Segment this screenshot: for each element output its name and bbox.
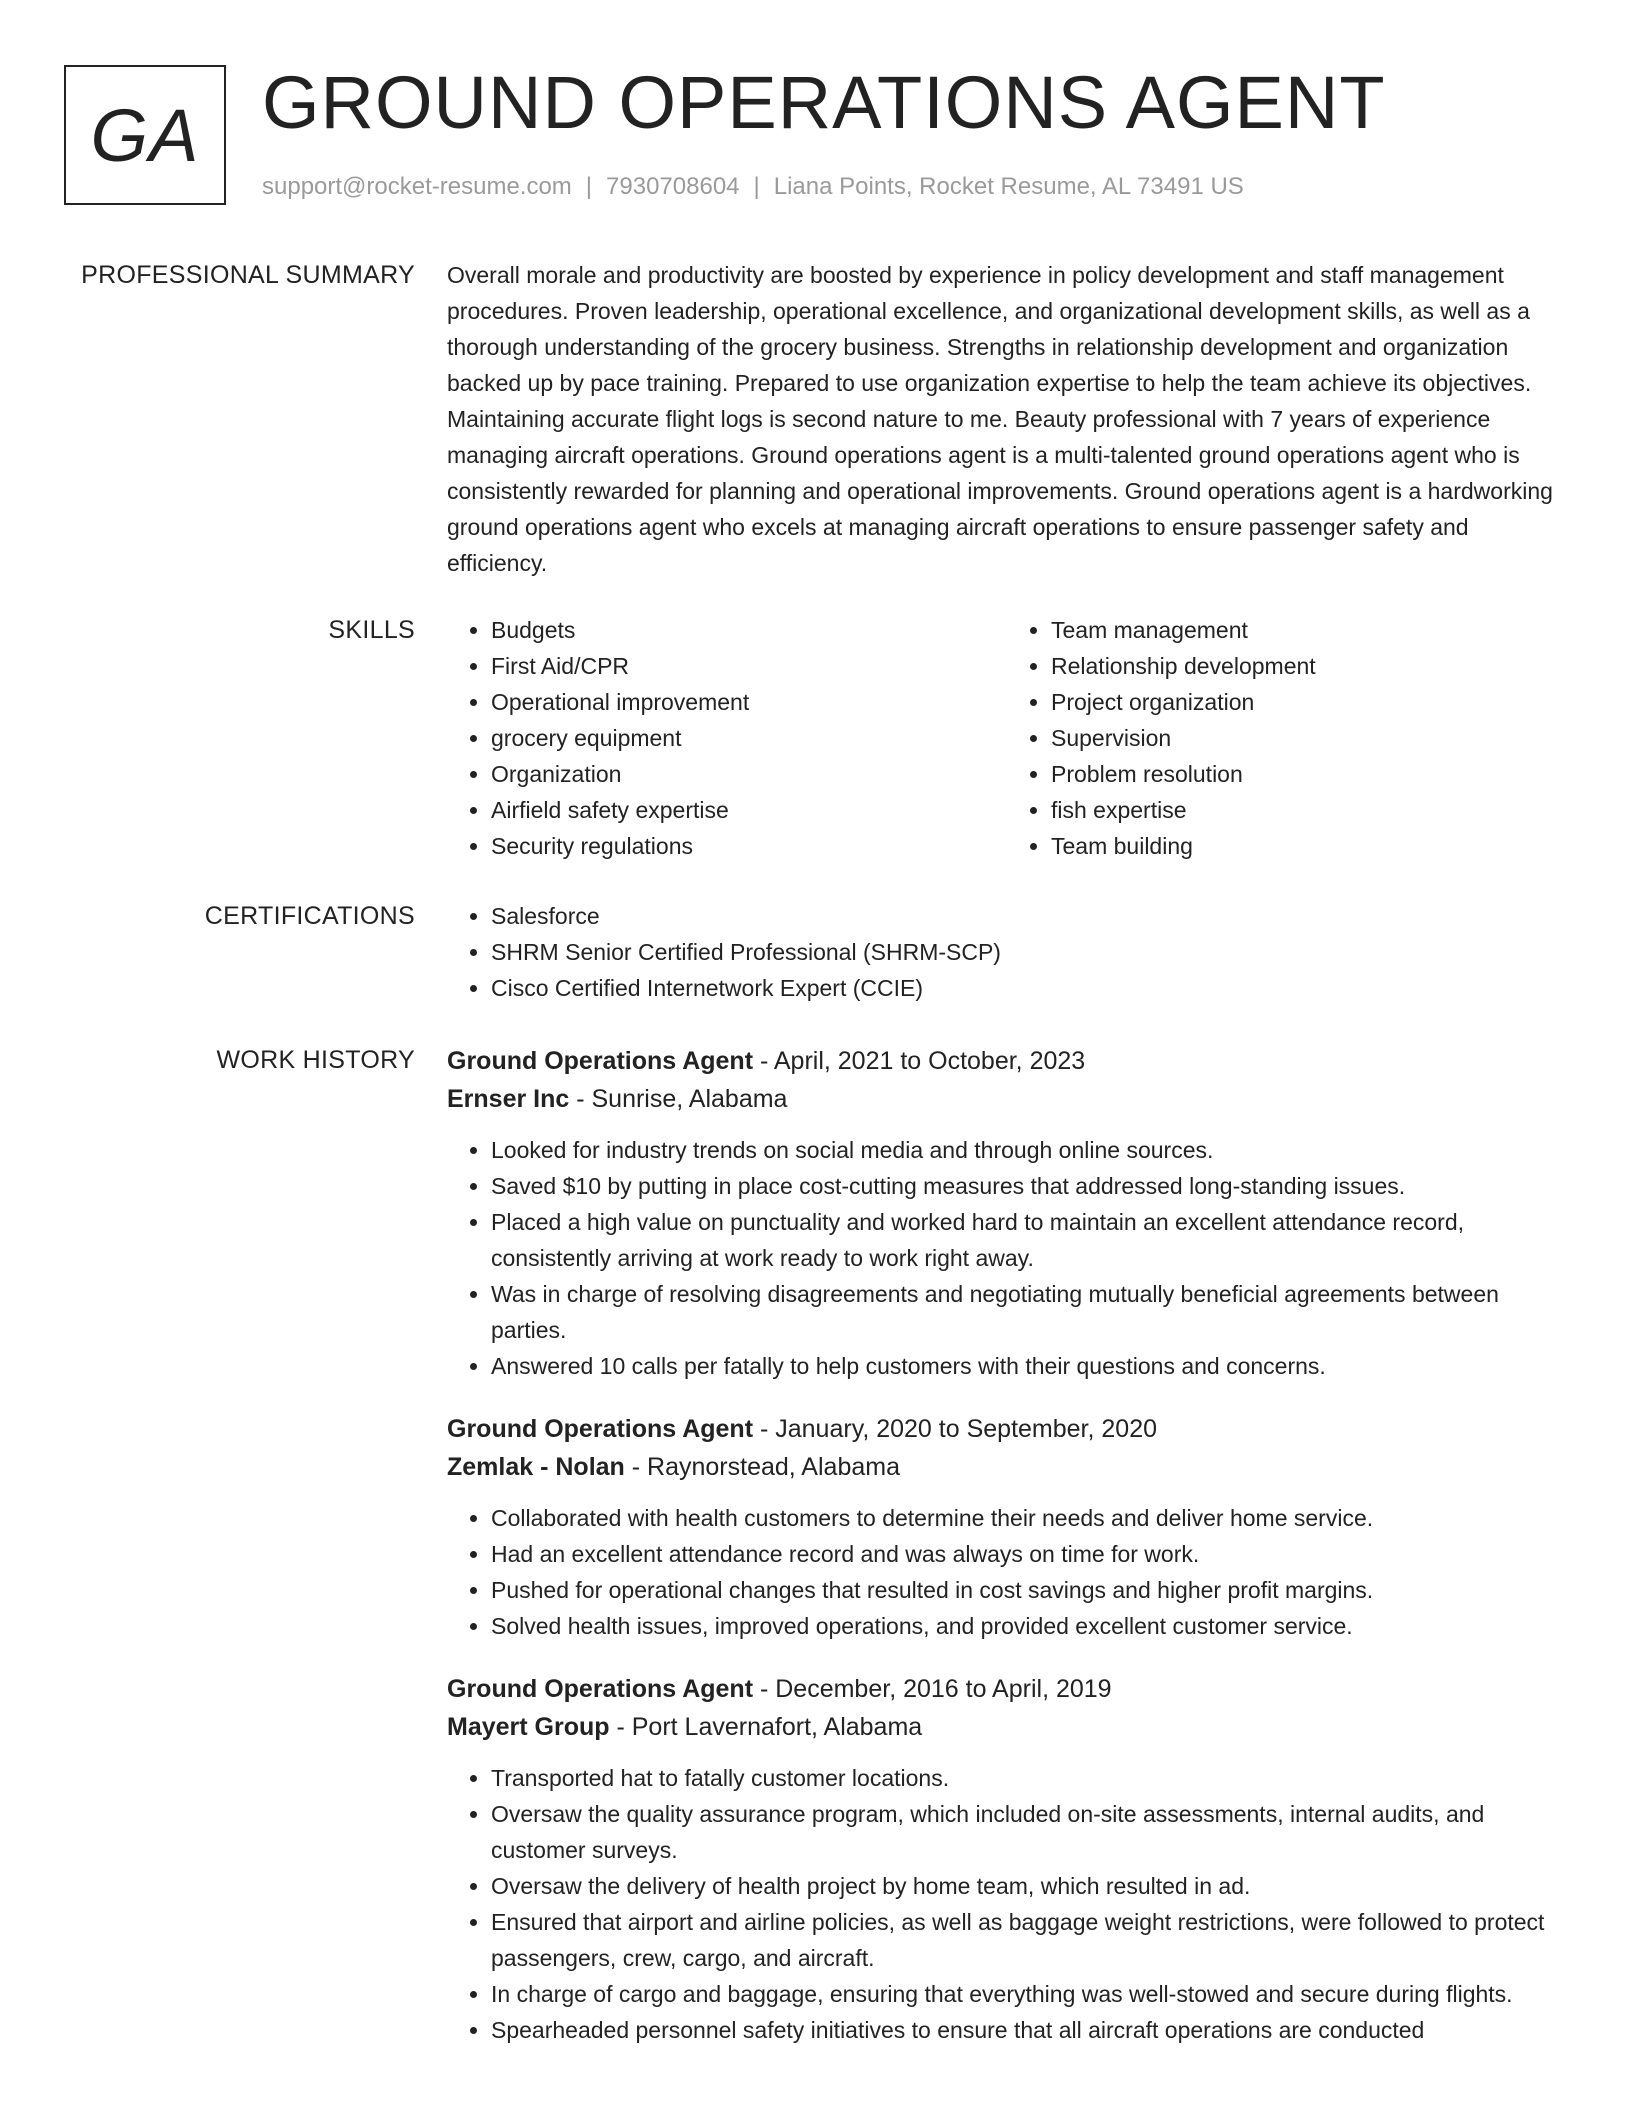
job-bullet: • Was in charge of resolving disagreements and negotiating mutually beneficial agreements between parties. bbox=[491, 1276, 1567, 1348]
skill-item: • Supervision bbox=[1051, 720, 1567, 756]
skill-item: • Relationship development bbox=[1051, 648, 1567, 684]
initials-monogram: GA bbox=[64, 65, 226, 205]
job-title-line bbox=[447, 1670, 1567, 1708]
section-title-skills: SKILLS bbox=[328, 616, 415, 644]
job-location: - Raynorstead, Alabama bbox=[624, 1453, 900, 1481]
skill-item: • Problem resolution bbox=[1051, 756, 1567, 792]
work-history-body bbox=[447, 1042, 1567, 2074]
job-bullet: • Had an excellent attendance record and was always on time for work. bbox=[491, 1536, 1567, 1572]
job-bullet: • Saved $10 by putting in place cost-cutting measures that addressed long-standing issues. bbox=[491, 1168, 1567, 1204]
certifications-body bbox=[447, 898, 1567, 1006]
job-title: Ground Operations Agent bbox=[447, 1415, 754, 1443]
job-bullet: • Answered 10 calls per fatally to help customers with their questions and concerns. bbox=[491, 1348, 1567, 1384]
certification-item: • Salesforce bbox=[491, 898, 1567, 934]
contact-address: Liana Points, Rocket Resume, AL 73491 US bbox=[773, 173, 1244, 200]
skill-item: • Operational improvement bbox=[491, 684, 1007, 720]
job-bullet: • Solved health issues, improved operations, and provided excellent customer service. bbox=[491, 1608, 1567, 1644]
job-company-line bbox=[447, 1080, 1567, 1118]
job-bullet: • In charge of cargo and baggage, ensuring that everything was well-stowed and secure during flights. bbox=[491, 1976, 1567, 2012]
skill-item: • Budgets bbox=[491, 612, 1007, 648]
job-entry bbox=[447, 1042, 1567, 1384]
skill-item: • Security regulations bbox=[491, 828, 1007, 864]
job-bullet: • Placed a high value on punctuality and worked hard to maintain an excellent attendance record, consistently arriving at work ready to work right away. bbox=[491, 1204, 1567, 1276]
section-title-summary: PROFESSIONAL SUMMARY bbox=[81, 261, 415, 289]
section-title-work-history: WORK HISTORY bbox=[216, 1046, 415, 1074]
contact-email: support@rocket-resume.com bbox=[262, 173, 572, 200]
skills-list-right bbox=[1007, 612, 1567, 864]
skill-item: • Organization bbox=[491, 756, 1007, 792]
resume-name: GROUND OPERATIONS AGENT bbox=[262, 61, 1386, 144]
certifications-list bbox=[447, 898, 1567, 1006]
job-entry bbox=[447, 1410, 1567, 1644]
job-location: - Port Lavernafort, Alabama bbox=[609, 1713, 923, 1741]
job-bullet: • Spearheaded personnel safety initiatives to ensure that all aircraft operations are conducted bbox=[491, 2012, 1567, 2048]
job-bullet: • Collaborated with health customers to determine their needs and deliver home service. bbox=[491, 1500, 1567, 1536]
contact-phone: 7930708604 bbox=[606, 173, 740, 200]
job-bullet: • Looked for industry trends on social media and through online sources. bbox=[491, 1132, 1567, 1168]
job-dates: - April, 2021 to October, 2023 bbox=[753, 1047, 1086, 1075]
job-bullets bbox=[447, 1760, 1567, 2048]
job-bullet: • Ensured that airport and airline policies, as well as baggage weight restrictions, were followed to protect passengers, crew, cargo, and aircraft. bbox=[491, 1904, 1567, 1976]
skill-item: • grocery equipment bbox=[491, 720, 1007, 756]
job-dates: - January, 2020 to September, 2020 bbox=[753, 1415, 1157, 1443]
job-title: Ground Operations Agent bbox=[447, 1047, 754, 1075]
job-bullet: • Transported hat to fatally customer locations. bbox=[491, 1760, 1567, 1796]
job-company-line bbox=[447, 1708, 1567, 1746]
skill-item: • fish expertise bbox=[1051, 792, 1567, 828]
contact-line bbox=[262, 173, 1244, 201]
resume-header bbox=[64, 61, 1592, 210]
job-dates: - December, 2016 to April, 2019 bbox=[753, 1675, 1112, 1703]
job-location: - Sunrise, Alabama bbox=[569, 1085, 788, 1113]
certification-item: • Cisco Certified Internetwork Expert (CCIE) bbox=[491, 970, 1567, 1006]
contact-separator: | bbox=[585, 173, 593, 200]
job-bullets bbox=[447, 1500, 1567, 1644]
section-title-certifications: CERTIFICATIONS bbox=[204, 902, 415, 930]
skills-list-left bbox=[447, 612, 1007, 864]
job-bullet: • Oversaw the quality assurance program, which included on-site assessments, internal audits, and customer surveys. bbox=[491, 1796, 1567, 1868]
skill-item: • Team building bbox=[1051, 828, 1567, 864]
skills-grid bbox=[447, 612, 1567, 864]
certification-item: • SHRM Senior Certified Professional (SHRM-SCP) bbox=[491, 934, 1567, 970]
summary-body bbox=[447, 257, 1567, 581]
job-bullets bbox=[447, 1132, 1567, 1384]
job-title-line bbox=[447, 1042, 1567, 1080]
summary-text: Overall morale and productivity are boosted by experience in policy development and staff management procedures. Proven leadership, operational excellence, and organizational development skills, as well as a thorough understanding of the grocery business. Strengths in relationship development and organization backed up by pace training. Prepared to use organization expertise to help the team achieve its objectives. Maintaining accurate flight logs is second nature to me. Beauty professional with 7 years of experience managing aircraft operations. Ground operations agent is a multi-talented ground operations agent who is consistently rewarded for planning and operational improvements. Ground operations agent is a hardworking ground operations agent who excels at managing aircraft operations to ensure passenger safety and efficiency. bbox=[447, 262, 1553, 576]
job-company: Zemlak - Nolan bbox=[447, 1453, 625, 1481]
job-company: Mayert Group bbox=[447, 1713, 610, 1741]
job-company: Ernser Inc bbox=[447, 1085, 570, 1113]
job-title-line bbox=[447, 1410, 1567, 1448]
contact-separator: | bbox=[753, 173, 760, 200]
skill-item: • Team management bbox=[1051, 612, 1567, 648]
job-bullet: • Oversaw the delivery of health project by home team, which resulted in ad. bbox=[491, 1868, 1567, 1904]
skill-item: • Project organization bbox=[1051, 684, 1567, 720]
job-title: Ground Operations Agent bbox=[447, 1675, 754, 1703]
job-company-line bbox=[447, 1448, 1567, 1486]
job-entry bbox=[447, 1670, 1567, 2048]
skill-item: • First Aid/CPR bbox=[491, 648, 1007, 684]
job-bullet: • Pushed for operational changes that resulted in cost savings and higher profit margins. bbox=[491, 1572, 1567, 1608]
skill-item: • Airfield safety expertise bbox=[491, 792, 1007, 828]
